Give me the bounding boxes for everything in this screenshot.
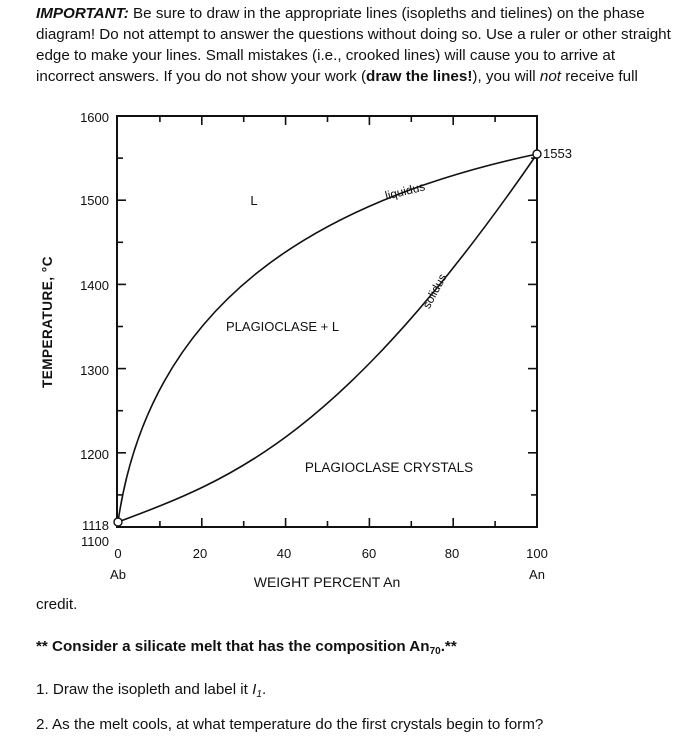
y-tick-1200: 1200 <box>80 447 109 462</box>
phase-diagram <box>0 100 690 596</box>
y-tick-1100: 1100 <box>81 534 109 549</box>
instructions-text-2: ), you will <box>472 68 540 85</box>
x-tick-20: 20 <box>192 546 208 561</box>
region-plagioclase-l-label: PLAGIOCLASE + L <box>226 319 340 334</box>
melt-composition-prompt <box>36 638 457 657</box>
right-end-label: An <box>529 567 545 582</box>
isopleth-label-subscript: 1 <box>256 689 262 700</box>
x-tick-60: 60 <box>361 546 377 561</box>
y-tick-1500: 1500 <box>80 193 109 208</box>
y-tick-1400: 1400 <box>80 278 109 293</box>
prompt-prefix: ** Consider a silicate melt that has the composition An <box>36 638 430 655</box>
y-tick-1300: 1300 <box>80 363 109 378</box>
region-liquid-label: L <box>250 193 258 208</box>
left-point-marker <box>114 518 122 526</box>
prompt-suffix: .** <box>440 638 457 655</box>
x-tick-80: 80 <box>444 546 460 561</box>
question-1 <box>36 681 266 700</box>
question-1-end: . <box>261 681 267 698</box>
question-1-text: 1. Draw the isopleth and label it <box>36 681 253 698</box>
isopleth-label: I <box>252 681 257 698</box>
prompt-subscript: 70 <box>429 646 441 657</box>
liquidus-label: liquidus <box>383 179 427 203</box>
right-point-marker <box>533 150 541 158</box>
not-emphasis: not <box>539 68 562 85</box>
x-axis-label: WEIGHT PERCENT An <box>253 574 401 590</box>
instructions-paragraph <box>36 3 676 87</box>
important-label: IMPORTANT: <box>36 5 129 22</box>
y-axis-label: TEMPERATURE, °C <box>40 256 55 388</box>
solidus-label: solidus <box>419 271 450 311</box>
x-tick-40: 40 <box>276 546 292 561</box>
right-point-label: 1553 <box>543 146 572 161</box>
y-tick-1600: 1600 <box>80 110 109 125</box>
credit-continuation: credit. <box>36 596 78 613</box>
instructions-text-3: receive full <box>561 68 638 85</box>
x-tick-100: 100 <box>526 546 548 561</box>
left-end-label: Ab <box>110 567 126 582</box>
x-tick-0: 0 <box>114 546 122 561</box>
left-point-label: 1118 <box>82 518 109 533</box>
question-2: 2. As the melt cools, at what temperature do the first crystals begin to form? <box>36 716 544 733</box>
instructions-text-1: Be sure to draw in the appropriate lines (isopleths and tielines) on the phase diagram! Do not attempt to answer the questions without doing so. Use a ruler or other straight edge to make your lines. Small mistakes (i.e., crooked lines) will cause you to arrive at incorrect answers. If you do not show your work ( <box>36 5 671 85</box>
region-plagioclase-crystals-label: PLAGIOCLASE CRYSTALS <box>304 460 474 475</box>
draw-lines-emphasis: draw the lines! <box>366 68 473 85</box>
